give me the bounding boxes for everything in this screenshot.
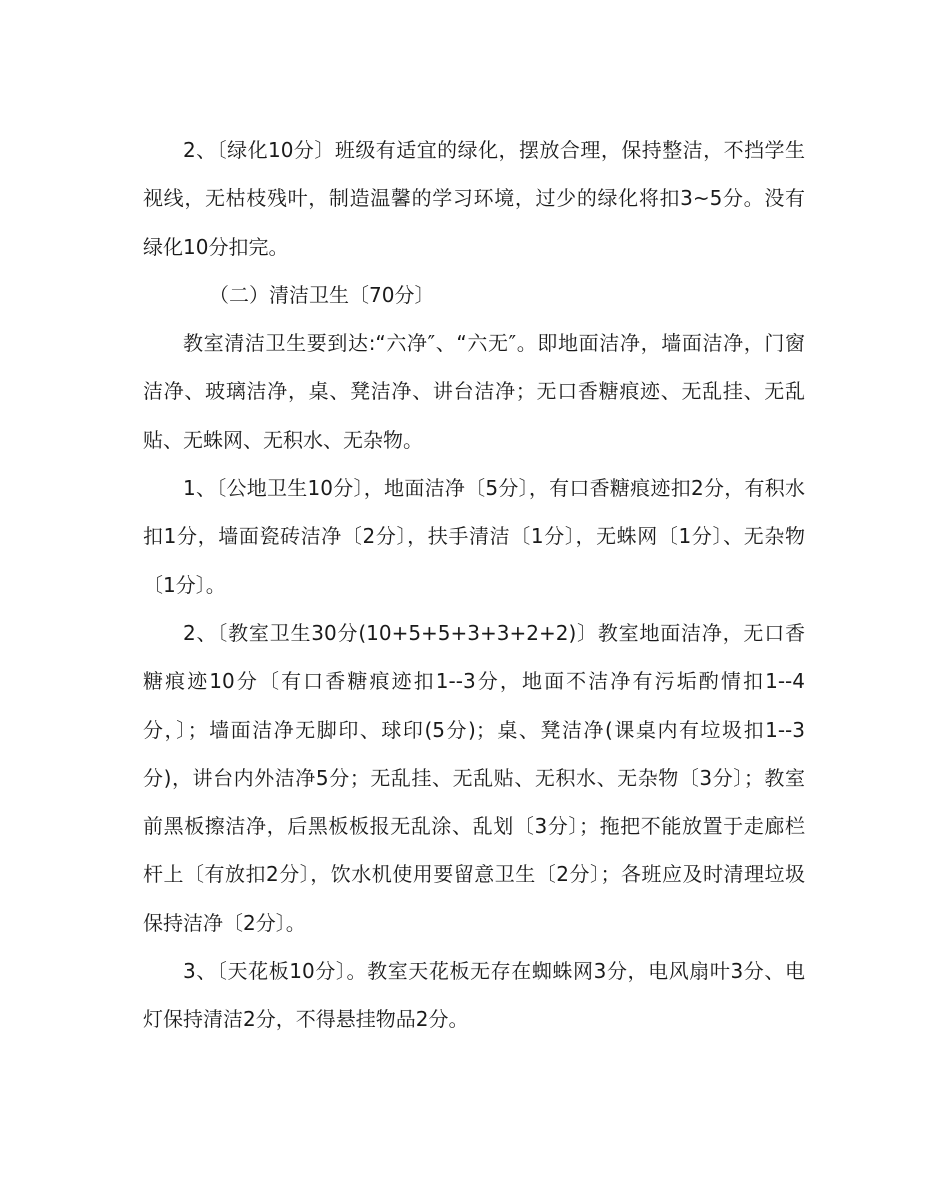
paragraph-classroom: 2、〔教室卫生30分(10+5+5+3+3+2+2)〕教室地面洁净，无口香糖痕迹10分〔有口香糖痕迹扣1--3分，地面不洁净有污垢酌情扣1--4分，〕；墙面洁净无脚印、球印(5分)；桌、凳洁净(课桌内有垃圾扣1--3分)，讲台内外洁净5分；无乱挂、无乱贴、无积水、无杂物〔3分〕；教室前黑板擦洁净，后黑板板报无乱涂、乱划〔3分〕；拖把不能放置于走廊栏杆上〔有放扣2分〕，饮水机使用要留意卫生〔2分〕；各班应及时清理垃圾保持洁净〔2分〕。 — [143, 620, 805, 935]
paragraph-cleaning-standard: 教室清洁卫生要到达:“六净″、“六无″。即地面洁净，墙面洁净，门窗洁净、玻璃洁净，桌、凳洁净、讲台洁净；无口香糖痕迹、无乱挂、无乱贴、无蛛网、无积水、无杂物。 — [143, 331, 805, 452]
paragraph-public-area: 1、〔公地卫生10分〕，地面洁净〔5分〕，有口香糖痕迹扣2分，有积水扣1分，墙面瓷砖洁净〔2分〕，扶手清洁〔1分〕，无蛛网〔1分〕、无杂物〔1分〕。 — [143, 476, 805, 597]
paragraph-ceiling: 3、〔天花板10分〕。教室天花板无存在蜘蛛网3分，电风扇叶3分、电灯保持清洁2分，不得悬挂物品2分。 — [143, 959, 805, 1032]
document-body — [143, 126, 805, 1044]
paragraph-greening: 2、〔绿化10分〕班级有适宜的绿化，摆放合理，保持整洁，不挡学生视线，无枯枝残叶，制造温馨的学习环境，过少的绿化将扣3~5分。没有绿化10分扣完。 — [143, 138, 805, 259]
section-heading-cleaning: （二）清洁卫生〔70分〕 — [209, 282, 435, 307]
